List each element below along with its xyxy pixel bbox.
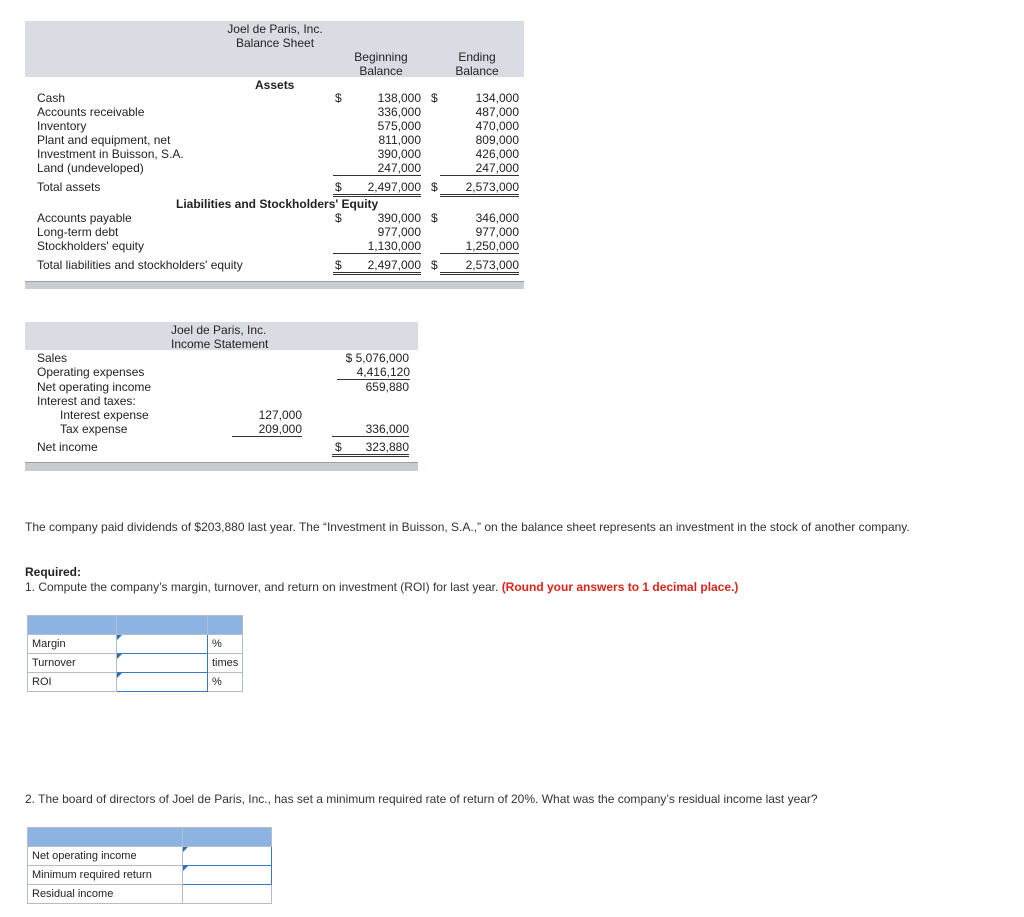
bs-begin-value: 977,000	[377, 225, 421, 239]
margin-label: Margin	[28, 635, 117, 654]
bs-end-value: 1,250,000	[440, 239, 519, 254]
total-liab-begin: 2,497,000	[333, 258, 421, 275]
net-income-value: 323,880	[332, 440, 409, 457]
total-assets-label: Total assets	[37, 180, 101, 194]
roi-row	[28, 673, 243, 692]
total-liab-dollar-end: $	[431, 258, 438, 272]
answer-table-1	[27, 615, 243, 692]
bs-begin-value: 811,000	[378, 133, 421, 147]
question-1: 1. Compute the company’s margin, turnover, and return on investment (ROI) for last year. (Round your answers to 1 decimal place.)	[25, 580, 739, 594]
turnover-unit: times	[208, 654, 243, 673]
bs-begin-value: 575,000	[377, 119, 421, 133]
bs-begin-value: 247,000	[333, 161, 421, 176]
bs-dollar-end: $	[431, 91, 438, 105]
is-title: Income Statement	[171, 337, 269, 351]
turnover-label: Turnover	[28, 654, 117, 673]
roi-input[interactable]	[117, 673, 208, 692]
roi-unit: %	[208, 673, 243, 692]
bs-begin-value: 336,000	[377, 105, 421, 119]
noi-label: Net operating income	[37, 380, 152, 394]
residual-income-label: Residual income	[28, 885, 183, 904]
bs-end-value: 426,000	[475, 147, 519, 161]
total-assets-begin: 2,497,000	[333, 180, 421, 197]
balance-sheet-footer-bar	[25, 281, 524, 289]
bs-row-label: Cash	[37, 91, 66, 105]
sales-value: $ 5,076,000	[345, 351, 409, 365]
total-assets-dollar-end: $	[431, 180, 438, 194]
bs-begin-value: 390,000	[377, 211, 421, 225]
bs-row-label: Accounts payable	[37, 211, 132, 225]
total-liab-label: Total liabilities and stockholders' equity	[37, 258, 243, 272]
residual-income-row	[28, 885, 272, 904]
tax-expense-label: Tax expense	[60, 422, 128, 436]
total-assets-dollar-begin: $	[335, 180, 342, 194]
sales-label: Sales	[37, 351, 68, 365]
bs-row-label: Inventory	[37, 119, 87, 133]
margin-unit: %	[208, 635, 243, 654]
min-return-label: Minimum required return	[28, 866, 183, 885]
margin-row	[28, 635, 243, 654]
bs-title: Balance Sheet	[235, 36, 315, 50]
answer2-header-row	[28, 828, 272, 847]
opex-label: Operating expenses	[37, 365, 145, 379]
dividends-paragraph: The company paid dividends of $203,880 last year. The “Investment in Buisson, S.A.,” on the balance sheet represents an investment in the stock of another company.	[25, 520, 910, 534]
bs-end-value: 247,000	[440, 161, 519, 176]
question-2: 2. The board of directors of Joel de Paris, Inc., has set a minimum required rate of return of 20%. What was the company’s residual income last year?	[25, 792, 818, 806]
bs-end-value: 487,000	[475, 105, 519, 119]
assets-header: Assets	[255, 78, 295, 92]
net-income-dollar: $	[335, 440, 342, 454]
roi-label: ROI	[28, 673, 117, 692]
is-company-name: Joel de Paris, Inc.	[171, 323, 267, 337]
bs-begin-value: 390,000	[377, 147, 421, 161]
min-return-row	[28, 866, 272, 885]
interest-tax-total: 336,000	[332, 422, 409, 437]
answer1-header-row	[28, 616, 243, 635]
bs-company-name: Joel de Paris, Inc.	[227, 22, 323, 36]
turnover-input[interactable]	[117, 654, 208, 673]
bs-row-label: Plant and equipment, net	[37, 133, 171, 147]
answer-table-2	[27, 827, 272, 904]
opex-value: 4,416,120	[337, 365, 410, 380]
bs-begin-value: 1,130,000	[333, 239, 421, 254]
income-statement-footer-bar	[25, 462, 418, 471]
total-assets-end: 2,573,000	[440, 180, 519, 197]
net-income-label: Net income	[37, 440, 98, 454]
bs-row-label: Stockholders' equity	[37, 239, 145, 253]
interest-taxes-label: Interest and taxes:	[37, 394, 136, 408]
rounding-note: (Round your answers to 1 decimal place.)	[501, 580, 739, 594]
bs-end-value: 470,000	[475, 119, 519, 133]
bs-row-label: Land (undeveloped)	[37, 161, 144, 175]
bs-end-value: 977,000	[475, 225, 519, 239]
noi-value: 659,880	[365, 380, 409, 394]
bs-row-label: Long-term debt	[37, 225, 119, 239]
interest-expense-label: Interest expense	[60, 408, 149, 422]
total-liab-end: 2,573,000	[440, 258, 519, 275]
bs-dollar-begin: $	[335, 211, 342, 225]
bs-end-value: 346,000	[475, 211, 519, 225]
required-heading: Required:	[25, 565, 82, 579]
bs-row-label: Accounts receivable	[37, 105, 145, 119]
noi-answer-row	[28, 847, 272, 866]
total-liab-dollar-begin: $	[335, 258, 342, 272]
bs-dollar-end: $	[431, 211, 438, 225]
bs-dollar-begin: $	[335, 91, 342, 105]
bs-begin-value: 138,000	[377, 91, 421, 105]
residual-income-output	[183, 885, 272, 904]
turnover-row	[28, 654, 243, 673]
liabilities-header: Liabilities and Stockholders' Equity	[176, 197, 379, 211]
margin-input[interactable]	[117, 635, 208, 654]
bs-end-value: 809,000	[475, 133, 519, 147]
noi-answer-input[interactable]	[183, 847, 272, 866]
noi-answer-label: Net operating income	[28, 847, 183, 866]
col-ending-header: Ending Balance	[455, 50, 499, 78]
bs-row-label: Investment in Buisson, S.A.	[37, 147, 184, 161]
tax-expense-value: 209,000	[232, 422, 302, 437]
interest-expense-value: 127,000	[258, 408, 302, 422]
min-return-input[interactable]	[183, 866, 272, 885]
col-beginning-header: Beginning Balance	[354, 50, 408, 78]
bs-end-value: 134,000	[475, 91, 519, 105]
